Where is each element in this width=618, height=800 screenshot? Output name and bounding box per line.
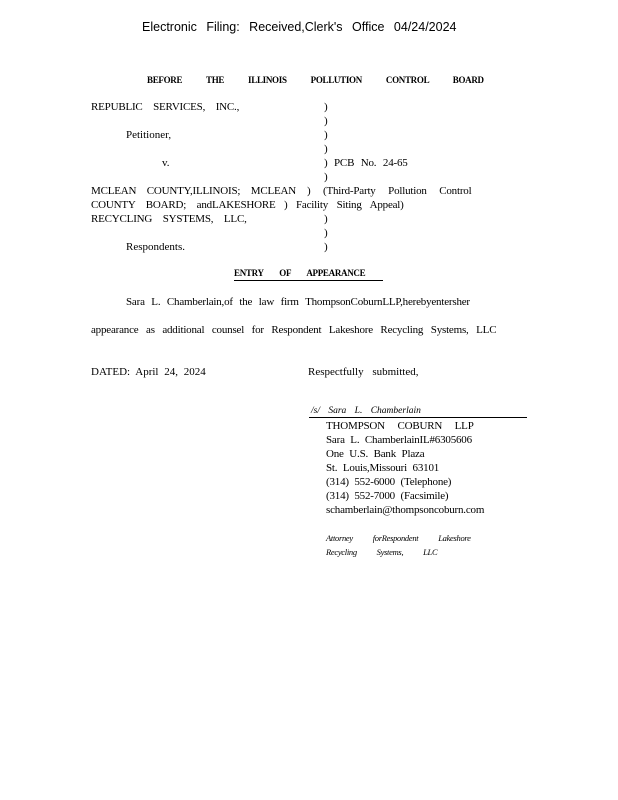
petitioner-name: REPUBLIC SERVICES, INC., (91, 101, 240, 113)
telephone: (314) 552-6000 (Telephone) (326, 476, 452, 488)
caption-paren: ) (324, 101, 328, 113)
respondent-line-3: RECYCLING SYSTEMS, LLC, (91, 213, 247, 225)
attorney-for-line-2: Recycling Systems, LLC (326, 547, 438, 557)
attorney-for-line-1: Attorney forRespondent Lakeshore (326, 533, 471, 543)
body-line-1: Sara L. Chamberlain,of the law firm ThompsonCoburnLLP,herebyentersher (126, 296, 470, 308)
caption-paren: ) (324, 227, 328, 239)
dated-line: DATED: April 24, 2024 (91, 366, 206, 378)
petitioner-role: Petitioner, (126, 129, 172, 141)
email-address[interactable]: schamberlain@thompsoncoburn.com (326, 504, 485, 516)
signature-line (309, 417, 527, 418)
attorney-name-id: Sara L. ChamberlainIL#6305606 (326, 434, 472, 446)
firm-name: THOMPSON COBURN LLP (326, 420, 474, 432)
signature: /s/ Sara L. Chamberlain (311, 406, 421, 416)
closing: Respectfully submitted, (308, 366, 419, 378)
facsimile: (314) 552-7000 (Facsimile) (326, 490, 449, 502)
board-title: BEFORE THE ILLINOIS POLLUTION CONTROL BOARD (147, 75, 484, 85)
case-number: ) PCB No. 24-65 (324, 157, 408, 169)
respondent-line-1: MCLEAN COUNTY,ILLINOIS; MCLEAN (91, 185, 297, 197)
caption-paren: ) (324, 129, 328, 141)
versus-label: v. (162, 157, 170, 169)
caption-paren: ) (324, 143, 328, 155)
caption-paren: ) (324, 171, 328, 183)
caption-paren: ) (324, 213, 328, 225)
address-line-1: One U.S. Bank Plaza (326, 448, 425, 460)
address-line-2: St. Louis,Missouri 63101 (326, 462, 440, 474)
caption-paren: ) (324, 241, 328, 253)
entry-of-appearance-title: ENTRY OF APPEARANCE (234, 268, 366, 278)
respondent-role: Respondents. (126, 241, 185, 253)
title-underline (234, 280, 383, 281)
case-type-line-1: ) (Third-Party Pollution Control (307, 185, 472, 197)
body-line-2: appearance as additional counsel for Respondent Lakeshore Recycling Systems, LLC (91, 324, 497, 336)
case-type-line-2: ) Facility Siting Appeal) (284, 199, 404, 211)
filing-header: Electronic Filing: Received,Clerk's Office 04/24/2024 (142, 20, 457, 34)
caption-paren: ) (324, 115, 328, 127)
respondent-line-2: COUNTY BOARD; andLAKESHORE (91, 199, 276, 211)
